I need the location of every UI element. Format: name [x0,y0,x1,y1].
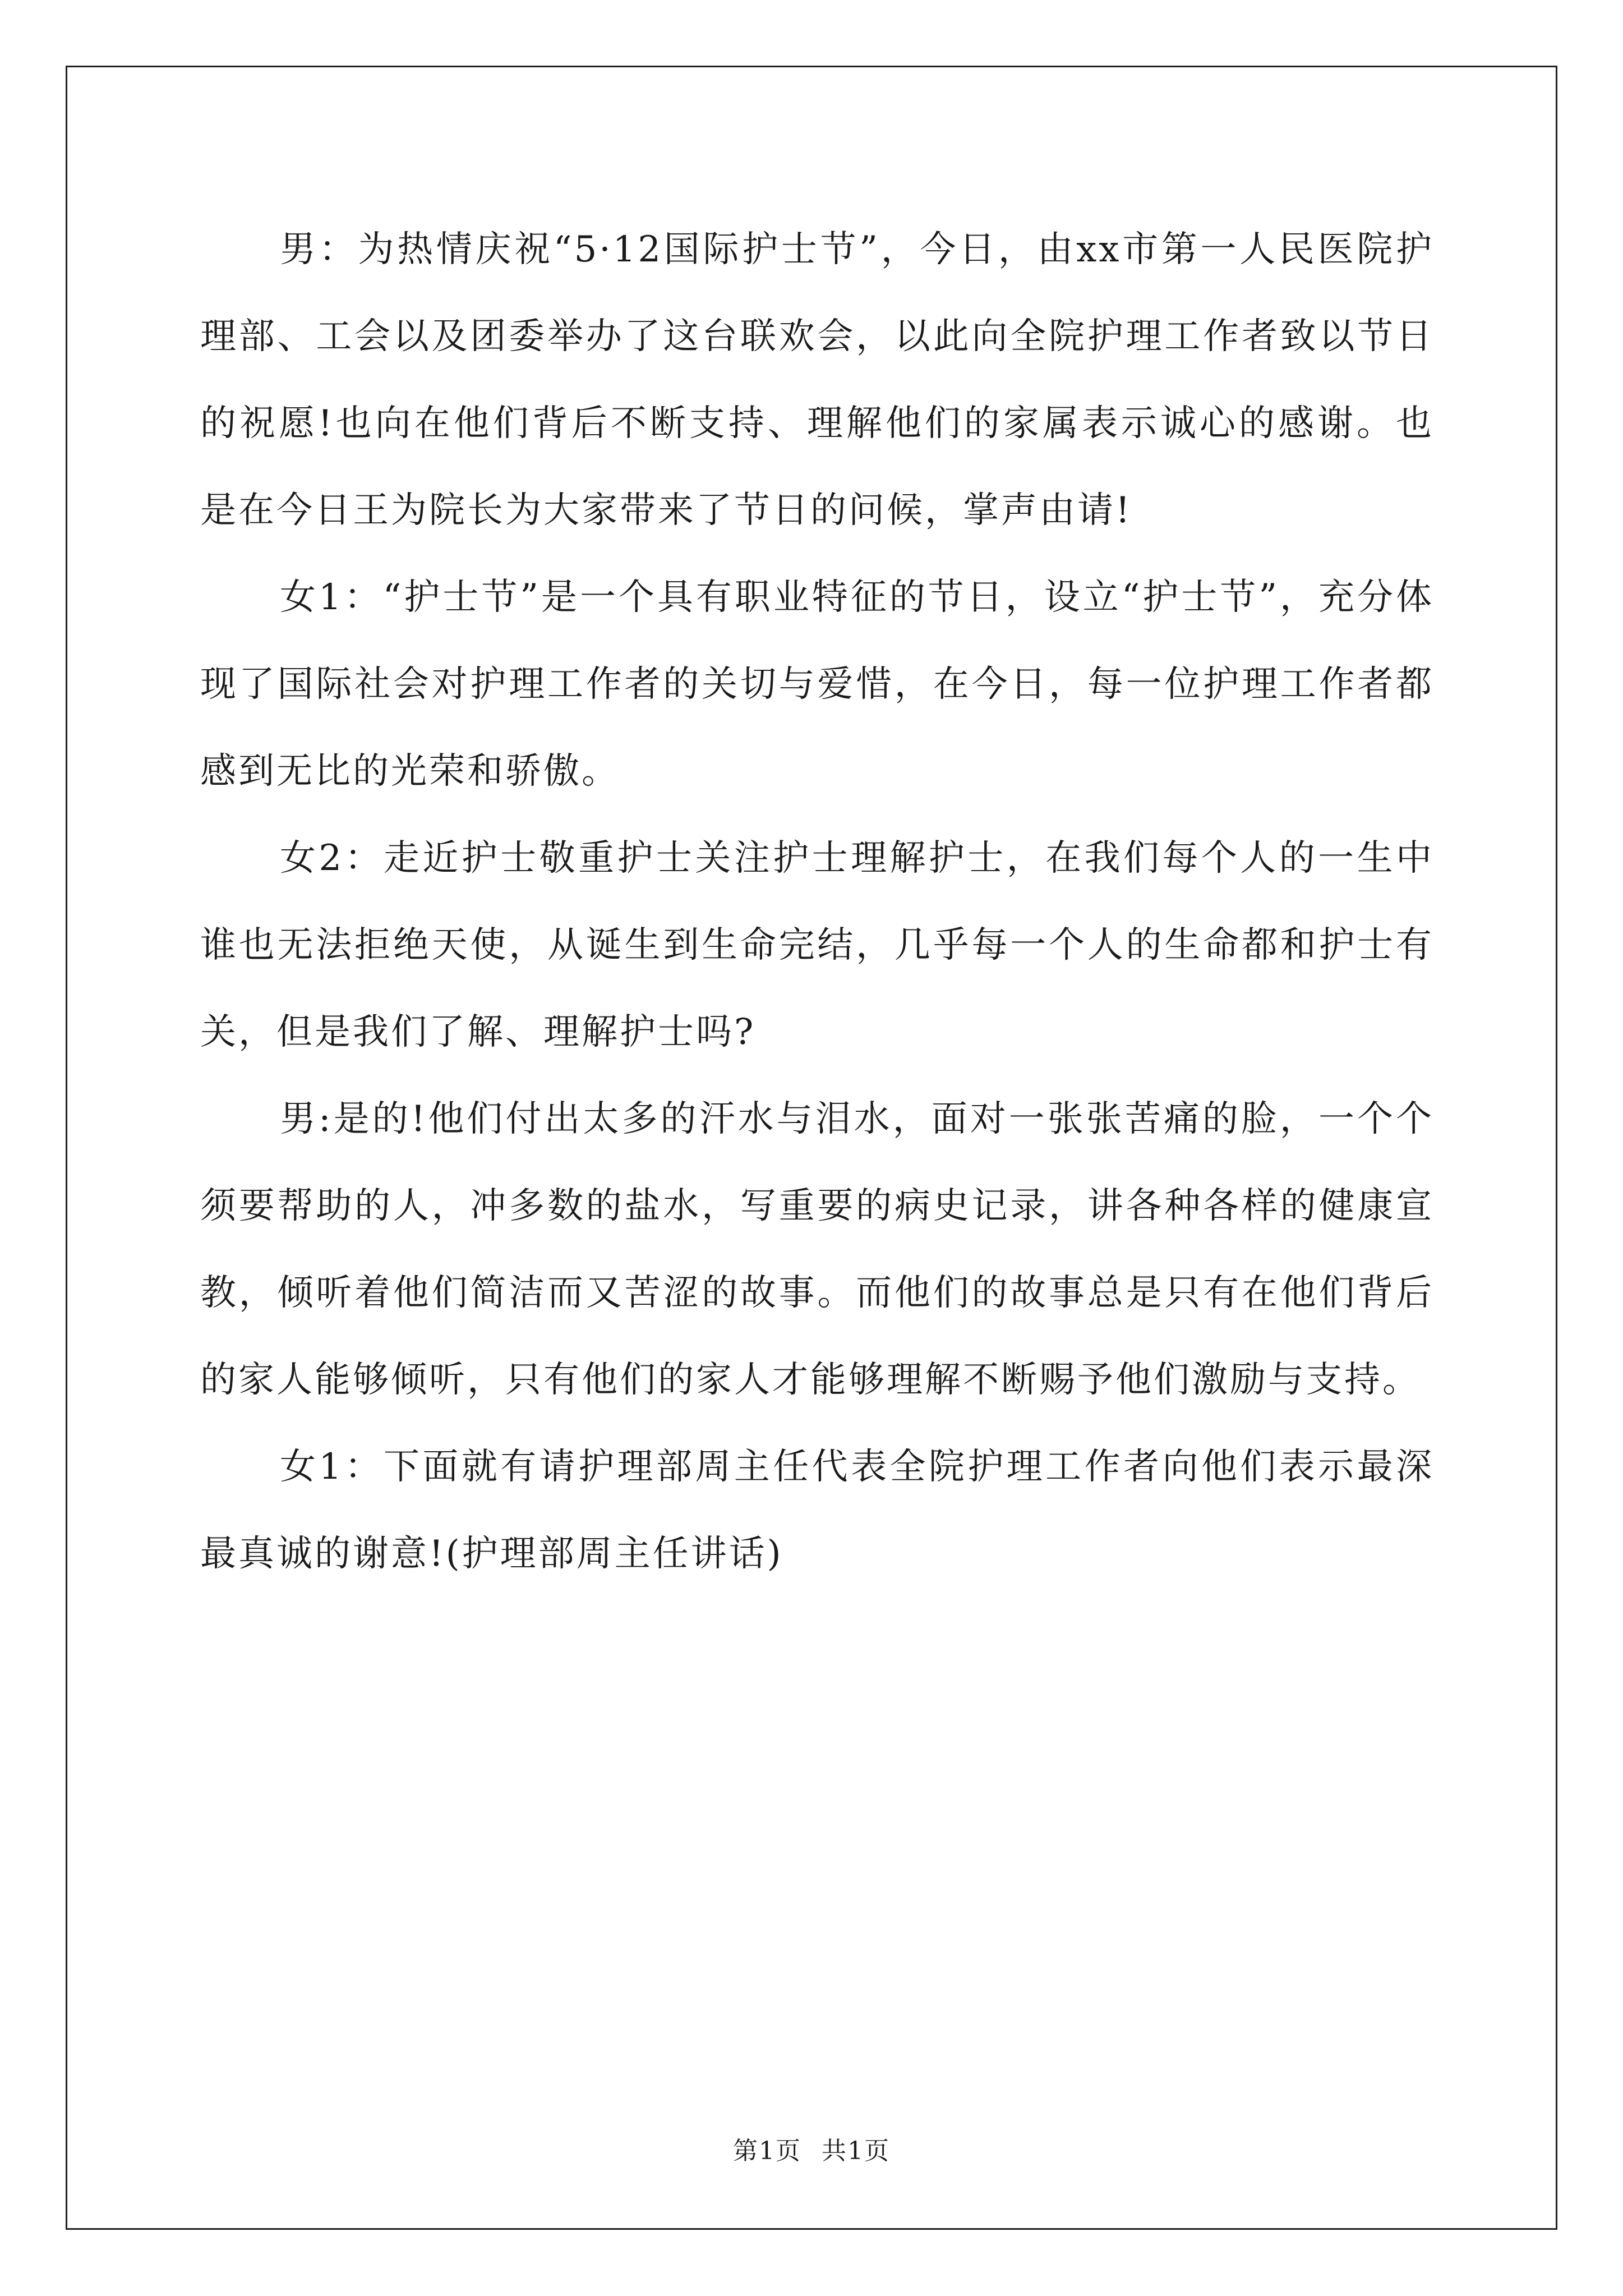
paragraph-5: 女1：下面就有请护理部周主任代表全院护理工作者向他们表示最深最真诚的谢意!(护理部周主任讲话) [200,1446,1434,1575]
paragraph-4: 男:是的!他们付出太多的汗水与泪水，面对一张张苦痛的脸，一个个须要帮助的人，冲多数的盐水，写重要的病史记录，讲各种各样的健康宣教，倾听着他们简洁而又苦涩的故事。而他们的故事总是只有在他们背后的家人能够倾听，只有他们的家人才能够理解不断赐予他们激励与支持。 [200,1098,1434,1401]
page-number-total: 共1页 [822,2137,890,2165]
document-body [200,206,1434,1598]
paragraph-2: 女1：“护士节”是一个具有职业特征的节日，设立“护士节”，充分体现了国际社会对护理工作者的关切与爱惜，在今日，每一位护理工作者都感到无比的光荣和骄傲。 [200,577,1434,792]
paragraph-3: 女2：走近护士敬重护士关注护士理解护士，在我们每个人的一生中谁也无法拒绝天使，从诞生到生命完结，几乎每一个人的生命都和护士有关，但是我们了解、理解护士吗? [200,838,1434,1053]
paragraph-1: 男：为热情庆祝“5·12国际护士节”，今日，由xx市第一人民医院护理部、工会以及团委举办了这台联欢会，以此向全院护理工作者致以节日的祝愿!也向在他们背后不断支持、理解他们的家属表示诚心的感谢。也是在今日王为院长为大家带来了节日的问候，掌声由请! [200,229,1434,531]
page-footer [0,2131,1623,2166]
page-number-current: 第1页 [733,2137,801,2165]
